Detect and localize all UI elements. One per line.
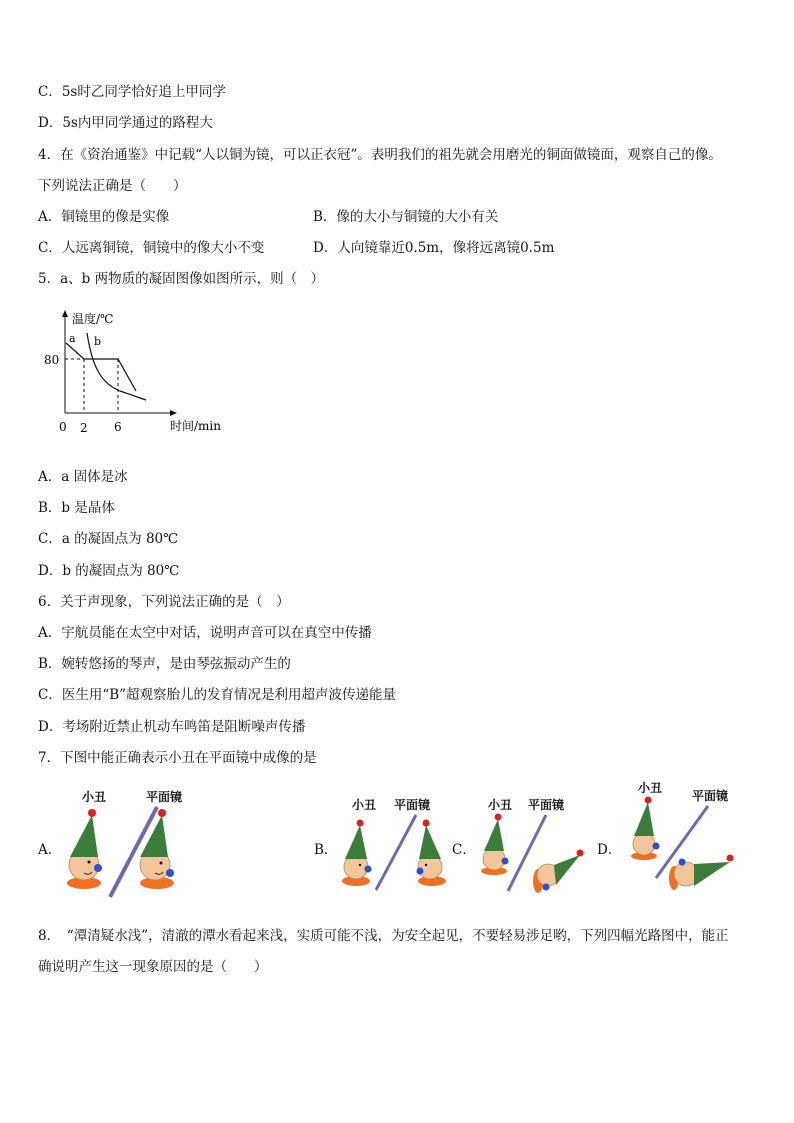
q4-stem-line2: 下列说法正确是（ ）: [38, 178, 187, 194]
x-tick-2: 2: [80, 421, 88, 435]
clown-image: [533, 850, 584, 894]
mirror-text-label: 平面镜: [394, 798, 431, 812]
clown-object: [631, 797, 660, 861]
y-axis-label: 温度/℃: [72, 312, 114, 326]
clown-image: [417, 820, 447, 887]
q4-option-d: D．人向镜靠近0.5m，像将远离镜0.5m: [313, 240, 555, 256]
q7-option-c-label: C．: [452, 842, 476, 858]
q7-figure-c: [476, 795, 592, 895]
clown-object: [342, 820, 372, 887]
q6-option-a: A．宇航员能在太空中对话，说明声音可以在真空中传播: [38, 625, 372, 641]
clown-object: [67, 809, 102, 889]
curve-a-label: a: [69, 332, 76, 345]
q6-option-d: D．考场附近禁止机动车鸣笛是阻断噪声传播: [38, 719, 306, 735]
q4-option-a: A．铜镜里的像是实像: [38, 209, 170, 225]
q7-option-a-label: A．: [38, 842, 62, 858]
y-tick-80: 80: [44, 353, 60, 367]
curve-b-label: b: [94, 335, 102, 348]
q7-option-d-label: D．: [597, 842, 622, 858]
q5-option-d: D．b 的凝固点为 80℃: [38, 563, 180, 579]
q6-option-b: B．婉转悠扬的琴声，是由琴弦振动产生的: [38, 656, 291, 672]
plane-mirror: [376, 815, 416, 890]
x-tick-6: 6: [114, 420, 122, 434]
q7-stem: 7．下图中能正确表示小丑在平面镜中成像的是: [38, 750, 317, 766]
q4-option-b: B．像的大小与铜镜的大小有关: [313, 209, 499, 225]
clown-text-label: 小丑: [352, 798, 377, 812]
q7-option-b-label: B．: [314, 842, 338, 858]
q5-option-a: A．a 固体是冰: [38, 469, 128, 485]
mirror-text-label: 平面镜: [692, 789, 729, 803]
clown-image: [669, 855, 734, 891]
q7-figure-b: [334, 795, 452, 895]
x-axis-arrow: [170, 410, 177, 416]
mirror-text-label: 平面镜: [528, 798, 565, 812]
q3-option-c: C．5s时乙同学恰好追上甲同学: [38, 84, 226, 100]
x-axis-label: 时间/min: [170, 419, 221, 433]
clown-image: [140, 809, 174, 889]
curve-a: [66, 343, 136, 391]
clown-text-label: 小丑: [638, 781, 663, 795]
x-tick-0: 0: [59, 420, 67, 434]
q5-option-b: B．b 是晶体: [38, 500, 115, 516]
q7-figure-a: [62, 785, 192, 900]
q8-stem-line2: 确说明产生这一现象原因的是（ ）: [38, 959, 268, 975]
y-axis-arrow: [62, 310, 68, 317]
q4-option-c: C．人远离铜镜，铜镜中的像大小不变: [38, 240, 265, 256]
q7-figure-d: [626, 778, 746, 898]
clown-object: [481, 814, 509, 876]
mirror-text-label: 平面镜: [146, 790, 183, 804]
clown-text-label: 小丑: [488, 798, 513, 812]
clown-text-label: 小丑: [82, 790, 107, 804]
q5-option-c: C．a 的凝固点为 80℃: [38, 531, 179, 547]
q6-stem: 6．关于声现象，下列说法正确的是（ ）: [38, 594, 290, 610]
q8-stem-line1: 8． “潭清疑水浅”，清澈的潭水看起来浅，实质可能不浅，为安全起见，不要轻易涉足哟，下列四幅光路图中，能正: [38, 928, 729, 944]
q6-option-c: C．医生用“B”超观察胎儿的发育情况是利用超声波传递能量: [38, 687, 397, 703]
solidification-graph: [40, 305, 240, 440]
q3-option-d: D．5s内甲同学通过的路程大: [38, 115, 213, 131]
q5-stem: 5．a、b 两物质的凝固图像如图所示，则（ ）: [38, 271, 325, 287]
q4-stem-line1: 4．在《资治通鉴》中记载“人以铜为镜，可以正衣冠”。表明我们的祖先就会用磨光的铜面做镜面，观察自己的像。: [38, 147, 722, 163]
